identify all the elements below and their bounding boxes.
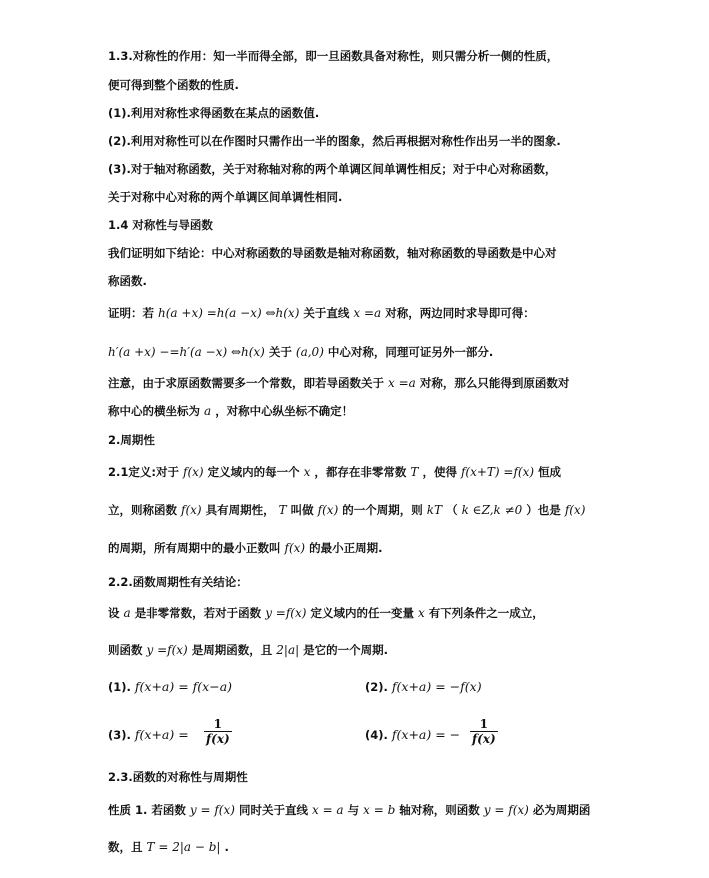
- def2-formula-6: f(x): [564, 503, 586, 517]
- text-line-conclusion-cont: 称函数.: [108, 274, 147, 288]
- section-heading-2-3: 2.3.函数的对称性与周期性: [108, 770, 248, 784]
- def2-formula-4: kT: [426, 503, 443, 517]
- note-text-2: 对称，那么只能得到原函数对: [419, 376, 570, 390]
- proof-label: 证明：若: [108, 306, 154, 320]
- def3-text-2: 的最小正周期.: [309, 541, 383, 555]
- def2-text-6: ）也是: [526, 503, 561, 517]
- def3-text-1: 的周期，所有周期中的最小正数叫: [108, 541, 281, 555]
- definition-line-3: [108, 541, 608, 555]
- note-text-1: 注意，由于求原函数需要多一个常数，即若导函数关于: [108, 376, 384, 390]
- condition-2-formula: f(x+a) = −f(x): [391, 679, 482, 694]
- def-text-3: ，使得: [422, 465, 457, 479]
- text-line-symmetry-role: 1.3.对称性的作用：知一半而得全部，即一旦函数具备对称性，则只需分析一侧的性质，: [108, 49, 559, 63]
- cond-text-3: 定义域内的任一变量: [310, 606, 414, 620]
- condition-3-numerator: 1: [213, 717, 223, 731]
- proof-text-1: 关于直线: [303, 306, 350, 320]
- definition-label: 2.1定义:对于: [108, 465, 179, 479]
- section-heading-periodicity: 2.周期性: [108, 433, 155, 447]
- section-heading-1-4: 1.4 对称性与导函数: [108, 218, 213, 232]
- proof-text-2: 对称，两边同时求导即可得：: [385, 306, 535, 320]
- condition-4-fraction: [470, 718, 498, 746]
- proof-formula-3: h′(a +x) −=h′(a −x) ⇔h(x): [108, 345, 265, 359]
- def-text-1: 定义域内的每一个: [207, 465, 300, 479]
- condition-2-label: (2).: [365, 680, 388, 694]
- def2-text-1: 立，则称函数: [108, 503, 177, 517]
- text-line-whole-function: 便可得到整个函数的性质.: [108, 78, 239, 92]
- then-text-3: 是它的一个周期.: [303, 643, 389, 657]
- def2-formula-2: T: [278, 503, 287, 517]
- def2-formula-5: k ∈Z,k ≠0: [461, 503, 523, 517]
- prop1-formula-1: y = f(x): [189, 803, 235, 817]
- proof-line-2: [108, 345, 608, 359]
- def-formula-periodic: f(x+T) =f(x): [460, 465, 535, 479]
- proof-formula-2: x =a: [353, 306, 382, 320]
- then-formula-y: y =f(x): [146, 643, 188, 657]
- conditions-row-2: [108, 718, 608, 750]
- condition-1-label: (1).: [108, 680, 131, 694]
- condition-line: [108, 606, 608, 620]
- proof-text-4: 中心对称，同理可证另外一部分.: [327, 345, 494, 359]
- text-line-item-1: (1).利用对称性求得函数在某点的函数值.: [108, 106, 320, 120]
- def-text-2: ，都存在非零常数: [314, 465, 407, 479]
- proof-line-1: [108, 306, 608, 320]
- property-1-line-1: [108, 803, 608, 817]
- note-formula-2: a: [204, 404, 212, 418]
- definition-line-1: [108, 465, 608, 479]
- note-text-4: ，对称中心纵坐标不确定！: [215, 404, 354, 418]
- cond-text-1: 设: [108, 606, 120, 620]
- condition-4-denominator: f(x): [472, 732, 496, 746]
- prop1-formula-2: x = a: [311, 803, 344, 817]
- condition-4-numerator: 1: [479, 717, 489, 731]
- condition-3-denominator: f(x): [206, 732, 230, 746]
- def3-formula-1: f(x): [284, 541, 306, 555]
- text-line-item-3: (3).对于轴对称函数，关于对称轴对称的两个单调区间单调性相反；对于中心对称函数，: [108, 162, 557, 176]
- text-line-item-3-cont: 关于对称中心对称的两个单调区间单调性相同.: [108, 190, 343, 204]
- prop1-text-5: 必为周期函: [532, 803, 591, 817]
- def-formula-x: x: [303, 465, 311, 479]
- note-line-2: [108, 404, 608, 418]
- def2-text-2: 具有周期性，: [205, 503, 275, 517]
- section-heading-2-2: 2.2.函数周期性有关结论：: [108, 575, 248, 589]
- def-formula-T: T: [410, 465, 419, 479]
- prop1b-formula: T = 2|a − b|: [146, 840, 221, 854]
- cond-formula-y: y =f(x): [265, 606, 307, 620]
- def-formula-fx: f(x): [183, 465, 204, 479]
- condition-4-label: (4).: [365, 728, 388, 742]
- def2-text-3: 叫做: [290, 503, 314, 517]
- property-1-line-2: [108, 840, 608, 854]
- prop1-text-4: 轴对称，则函数: [399, 803, 480, 817]
- def2-text-4: 的一个周期，则: [342, 503, 423, 517]
- condition-3-formula-left: f(x+a) =: [134, 727, 189, 742]
- prop1-text-2: 同时关于直线: [238, 803, 308, 817]
- proof-formula-4: (a,0): [295, 345, 324, 359]
- prop1b-text-2: .: [224, 840, 229, 854]
- prop1-formula-4: y = f(x): [483, 803, 529, 817]
- text-line-item-2: (2).利用对称性可以在作图时只需作出一半的图象，然后再根据对称性作出另一半的图象.: [108, 134, 561, 148]
- prop1-text-1: 性质 1. 若函数: [108, 803, 186, 817]
- cond-text-2: 是非零常数，若对于函数: [134, 606, 262, 620]
- cond-text-4: 有下列条件之一成立，: [428, 606, 544, 620]
- note-formula-1: x =a: [388, 376, 416, 390]
- proof-formula-1: h(a +x) =h(a −x) ⇔h(x): [158, 306, 300, 320]
- definition-line-2: [108, 503, 608, 517]
- then-formula-period: 2|a|: [276, 643, 300, 657]
- condition-3-label: (3).: [108, 728, 131, 742]
- conditions-row-1: [108, 680, 608, 694]
- then-text-2: 是周期函数，且: [191, 643, 273, 657]
- def2-text-5: （: [446, 503, 458, 517]
- then-line: [108, 643, 608, 657]
- def2-formula-3: f(x): [317, 503, 339, 517]
- condition-3-fraction: [204, 718, 232, 746]
- proof-text-3: 关于: [268, 345, 292, 359]
- cond-formula-x: x: [417, 606, 425, 620]
- prop1-text-3: 与: [347, 803, 360, 817]
- then-text-1: 则函数: [108, 643, 143, 657]
- prop1-formula-3: x = b: [363, 803, 396, 817]
- note-text-3: 称中心的横坐标为: [108, 404, 200, 418]
- prop1b-text-1: 数，且: [108, 840, 143, 854]
- cond-formula-a: a: [123, 606, 131, 620]
- condition-1-formula: f(x+a) = f(x−a): [134, 679, 233, 694]
- note-line-1: [108, 376, 608, 390]
- text-line-conclusion: 我们证明如下结论：中心对称函数的导函数是轴对称函数，轴对称函数的导函数是中心对: [108, 246, 557, 260]
- condition-4-formula-left-text: f(x+a) = −: [391, 727, 461, 742]
- def2-formula-1: f(x): [181, 503, 202, 517]
- def-text-4: 恒成: [538, 465, 562, 479]
